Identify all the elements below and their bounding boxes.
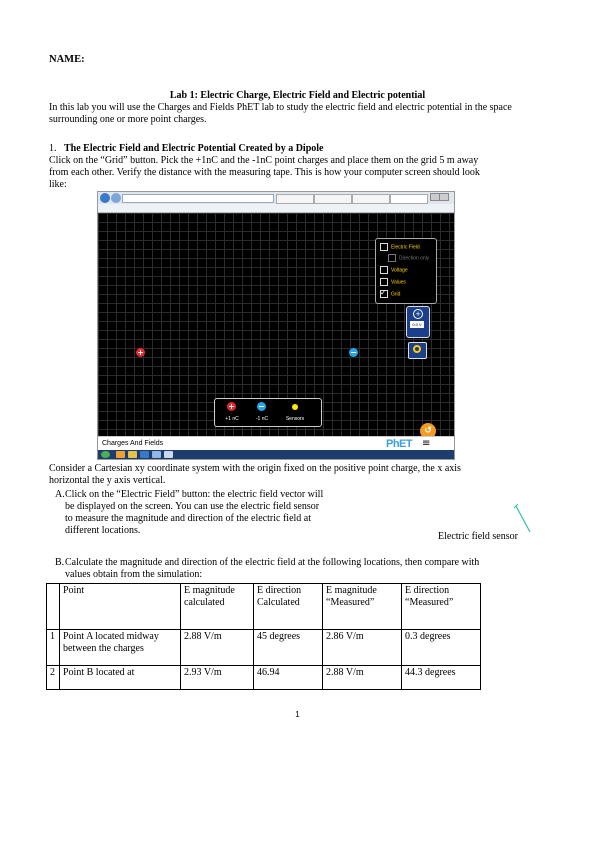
sensors-label: Sensors: [285, 416, 305, 422]
grid-label: Grid: [391, 291, 401, 298]
section1-text-line3: like:: [49, 179, 67, 190]
electric-field-label: Electric Field: [391, 244, 420, 251]
control-panel: [375, 238, 437, 304]
row-emag-calc: 2.88 V/m: [181, 630, 254, 666]
item-a-marker: A.: [55, 489, 65, 500]
direction-only-checkbox: [388, 254, 396, 262]
browser-tabs: [276, 194, 426, 202]
maximize-icon: [439, 193, 449, 201]
section1-heading: [49, 143, 549, 155]
field-table: [46, 583, 481, 690]
row-edir-meas: 44.3 degrees: [402, 666, 481, 690]
sim-footer: [98, 436, 454, 451]
table-header-num: [47, 584, 60, 630]
crosshair-icon: +: [413, 309, 423, 319]
taskbar-app-icon: [140, 451, 149, 458]
table-header-edir-meas: E direction “Measured”: [402, 584, 481, 630]
sensor-icon: [292, 404, 298, 410]
item-b-line1: [55, 557, 550, 569]
tape-reel: [413, 345, 421, 353]
row-emag-meas: 2.88 V/m: [323, 666, 402, 690]
voltmeter-icon: [406, 306, 430, 338]
section1-title: The Electric Field and Electric Potential Created by a Dipole: [64, 143, 324, 154]
row-point: Point B located at: [60, 666, 181, 690]
row-edir-calc: 45 degrees: [254, 630, 323, 666]
table-row: [47, 630, 481, 666]
forward-icon: [111, 193, 121, 203]
item-a-text2: be displayed on the screen. You can use the electric field sensor: [65, 501, 320, 512]
plus-charge-icon: +: [228, 402, 235, 411]
voltmeter-reading: 0.0 V: [410, 321, 424, 328]
consider-line2: horizontal the y axis vertical.: [49, 475, 166, 486]
row-emag-calc: 2.93 V/m: [181, 666, 254, 690]
item-a-line2: [55, 501, 550, 513]
back-icon: [100, 193, 110, 203]
item-b-line2: [55, 569, 550, 581]
direction-only-label: Direction only: [399, 255, 430, 262]
item-b-text1: Calculate the magnitude and direction of the electric field at the following locations, then compare with: [65, 557, 480, 568]
charge-toolbox: [214, 398, 322, 427]
pos-charge-label: +1 nC: [225, 416, 239, 422]
table-row: [47, 666, 481, 690]
row-point: Point A located midway between the charges: [60, 630, 181, 666]
values-option: [380, 278, 406, 287]
browser-tab: [276, 194, 314, 204]
section1-number: 1.: [49, 143, 57, 154]
item-a-text3: to measure the magnitude and direction of the electric field at: [65, 513, 312, 524]
positive-charge-on-grid: +: [137, 348, 144, 357]
values-checkbox: [380, 278, 388, 286]
voltage-checkbox: [380, 266, 388, 274]
item-a-text4: different locations.: [65, 525, 141, 536]
direction-only-option: [388, 254, 429, 263]
taskbar-app-icon: [152, 451, 161, 458]
row-emag-meas: 2.86 V/m: [323, 630, 402, 666]
section1-text-line1: Click on the “Grid” button. Pick the +1nC and the -1nC point charges and place them on the grid 5 m away: [49, 155, 479, 166]
favorites-bar: [98, 204, 454, 213]
item-b: [55, 557, 550, 581]
grid-checkbox: [380, 290, 388, 298]
row-num: 2: [47, 666, 60, 690]
sim-grid-canvas: [98, 213, 454, 436]
table-header-emag-calc: E magnitude calculated: [181, 584, 254, 630]
voltage-label: Voltage: [391, 267, 408, 274]
section1-text-line2: from each other. Verify the distance with the measuring tape. This is how your computer screen should look: [49, 167, 480, 178]
item-a-text1: Click on the “Electric Field” button: the electric field vector will: [65, 489, 324, 500]
page-number: 1: [295, 710, 300, 719]
row-edir-calc: 46.94: [254, 666, 323, 690]
lab-title: Lab 1: Electric Charge, Electric Field and Electric potential: [169, 90, 426, 101]
minus-charge-icon: −: [258, 402, 265, 411]
browser-tab: [314, 194, 352, 204]
table-header-row: [47, 584, 481, 630]
neg-charge-label: -1 nC: [255, 416, 269, 422]
values-label: Values: [391, 279, 406, 286]
intro-paragraph: In this lab you will use the Charges and Fields PhET lab to study the electric field and electric potential in the space surrounding one or more point charges.: [49, 102, 512, 125]
menu-icon: ≡: [422, 438, 431, 449]
table-header-emag-meas: E magnitude “Measured”: [323, 584, 402, 630]
table-header-edir-calc: E direction Calculated: [254, 584, 323, 630]
phet-screenshot: [97, 191, 455, 460]
start-icon: [101, 451, 110, 458]
item-a-line3: [55, 513, 550, 525]
row-edir-meas: 0.3 degrees: [402, 630, 481, 666]
phet-logo: PhET: [386, 438, 413, 450]
name-label: NAME:: [49, 54, 85, 65]
item-b-marker: B.: [55, 557, 65, 568]
browser-tab: [390, 194, 428, 204]
address-bar: [122, 194, 274, 203]
taskbar-app-icon: [164, 451, 173, 458]
reset-icon: ↺: [420, 423, 436, 439]
item-a: [55, 489, 550, 537]
electric-field-checkbox: [380, 243, 388, 251]
taskbar-app-icon: [128, 451, 137, 458]
row-num: 1: [47, 630, 60, 666]
browser-tab: [352, 194, 390, 204]
sensor-caption: Electric field sensor: [438, 531, 518, 542]
negative-charge-on-grid: −: [350, 348, 357, 357]
table-header-point: Point: [60, 584, 181, 630]
item-b-text2: values obtain from the simulation:: [65, 569, 203, 580]
item-a-line1: [55, 489, 550, 501]
sim-title: Charges And Fields: [102, 440, 164, 447]
windows-taskbar: [98, 450, 454, 459]
measuring-tape-icon: [408, 342, 427, 359]
grid-option: [380, 290, 400, 299]
voltage-option: [380, 266, 408, 275]
taskbar-app-icon: [116, 451, 125, 458]
electric-field-option: [380, 243, 420, 252]
consider-line1: Consider a Cartesian xy coordinate system with the origin fixed on the positive point charge, the x axis: [49, 463, 461, 474]
